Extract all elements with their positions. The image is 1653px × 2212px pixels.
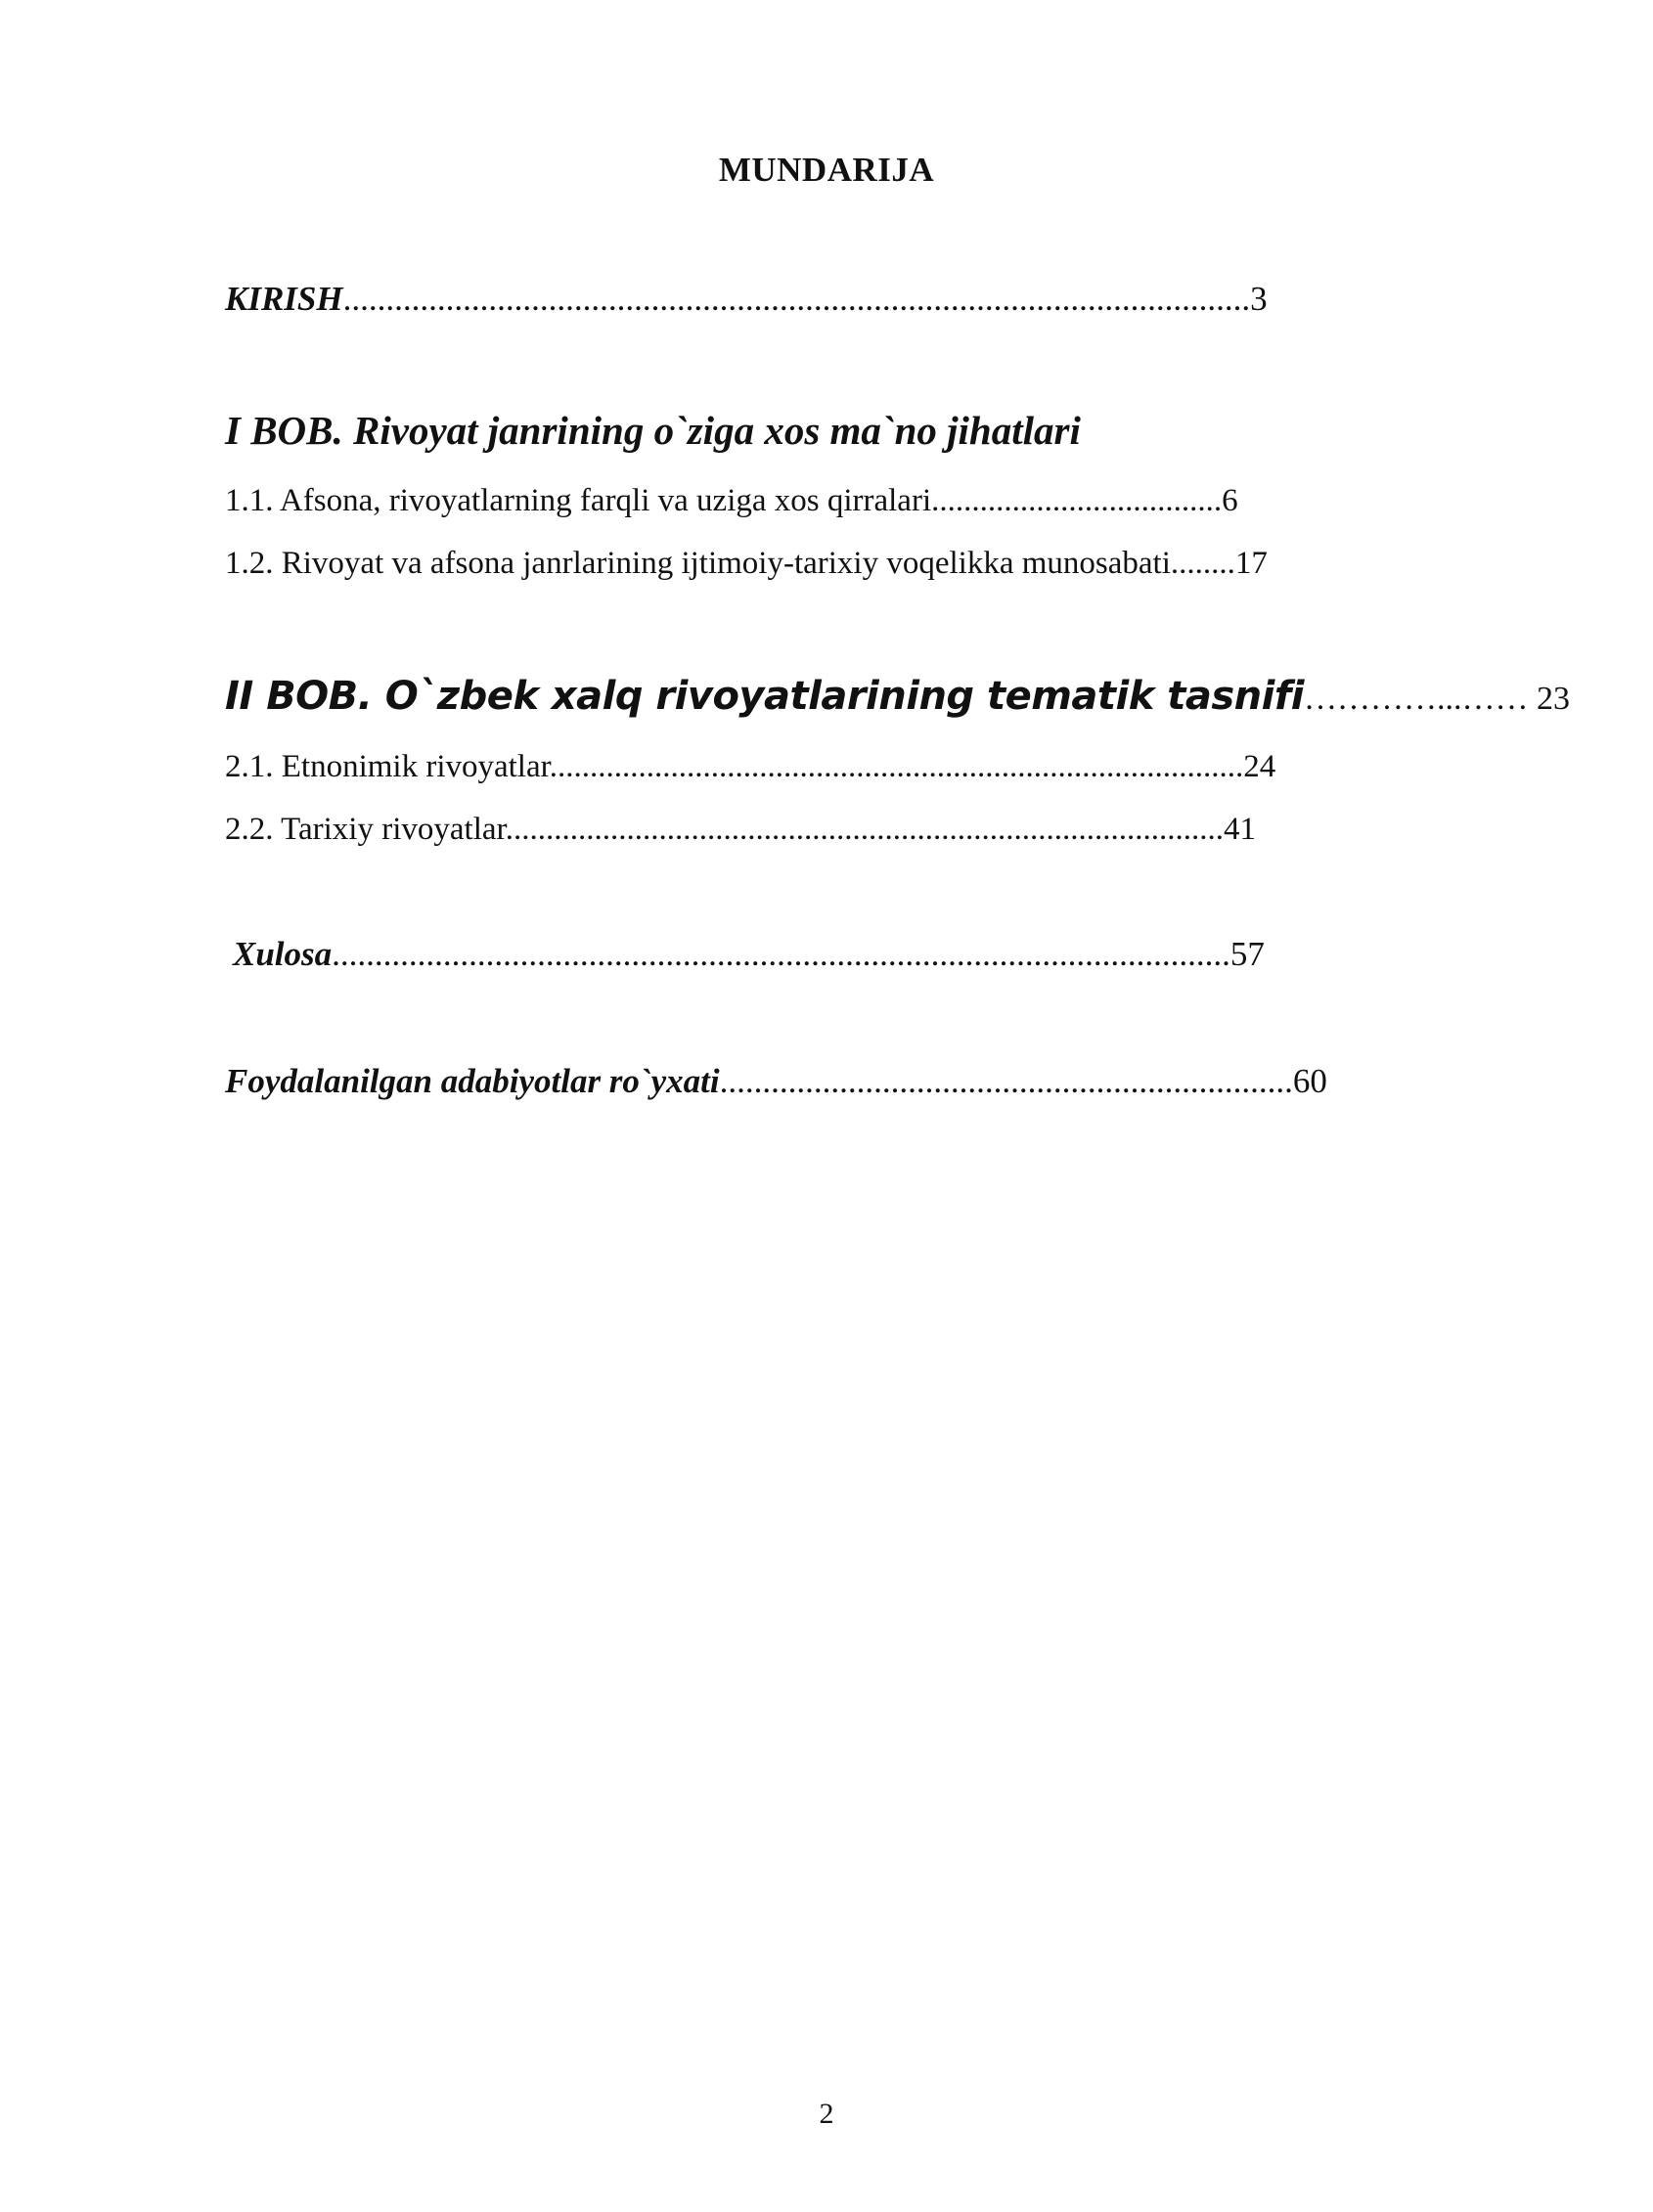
toc-leader-dots: …………...…… — [1303, 681, 1529, 717]
toc-entry-1-2[interactable] — [225, 542, 1268, 585]
toc-leader-dots: ......................................................................................................... — [332, 935, 1230, 973]
toc-leader-dots: ................................................................... — [719, 1062, 1293, 1100]
page-title: MUNDARIJA — [718, 151, 935, 189]
toc-page-number: 3 — [1250, 280, 1268, 318]
page-number: 2 — [819, 2098, 834, 2130]
toc-leader-dots: .................................... — [931, 483, 1223, 518]
toc-entry-label: 1.2. Rivoyat va afsona janrlarining ijtimoiy-tarixiy voqelikka munosabati — [225, 546, 1171, 581]
toc-page-number: 6 — [1222, 483, 1238, 518]
toc-page-number: 23 — [1536, 681, 1570, 717]
toc-leader-dots: ......................................................................................... — [505, 812, 1224, 847]
toc-chapter-1-heading[interactable] — [225, 405, 1081, 456]
toc-entry-label: 2.2. Tarixiy rivoyatlar — [225, 812, 506, 847]
toc-leader-dots: .......................................................................................................... — [342, 280, 1251, 318]
toc-page-number: 57 — [1229, 935, 1265, 973]
toc-entry-label: II BOB. O`zbek xalq rivoyatlarining tematik tasnifi — [225, 674, 1304, 719]
toc-entry-kirish[interactable] — [225, 278, 1268, 321]
toc-entry-label: Foydalanilgan adabiyotlar ro`yxati — [225, 1062, 720, 1100]
toc-entry-1-1[interactable] — [225, 479, 1238, 522]
toc-entry-label: KIRISH — [225, 280, 343, 318]
toc-page-number: 41 — [1223, 812, 1256, 847]
toc-entry-adabiyotlar[interactable] — [225, 1060, 1327, 1103]
toc-entry-2-2[interactable] — [225, 808, 1256, 851]
toc-entry-label: I BOB. Rivoyat janrining o`ziga xos ma`no jihatlari — [225, 408, 1081, 453]
toc-entry-label: 1.1. Afsona, rivoyatlarning farqli va uziga xos qirralari — [225, 483, 932, 518]
toc-chapter-2-heading[interactable] — [225, 671, 1570, 725]
toc-page-number: 17 — [1234, 546, 1268, 581]
toc-page-number: 24 — [1243, 749, 1276, 784]
toc-entry-xulosa[interactable] — [233, 933, 1265, 976]
toc-entry-label: 2.1. Etnonimik rivoyatlar — [225, 749, 550, 784]
toc-page-number: 60 — [1292, 1062, 1327, 1100]
toc-leader-dots: ........ — [1170, 546, 1235, 581]
toc-leader-dots: ...................................................................................... — [549, 749, 1244, 784]
toc-entry-label: Xulosa — [233, 935, 333, 973]
toc-entry-2-1[interactable] — [225, 745, 1275, 788]
